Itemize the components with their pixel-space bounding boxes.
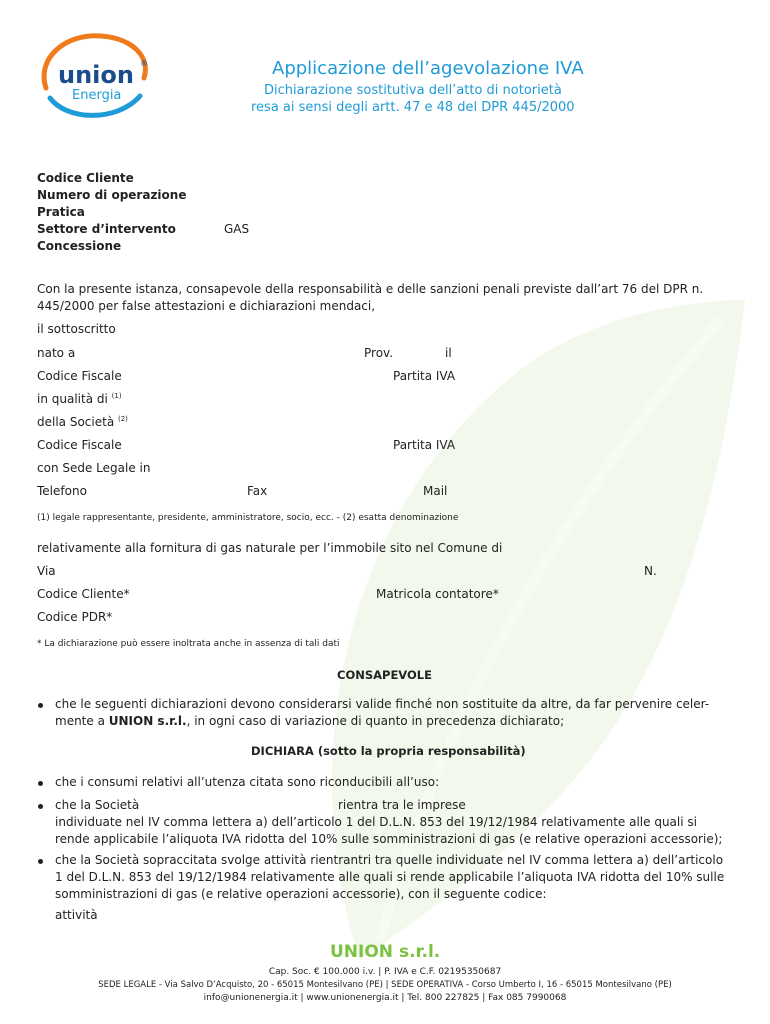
label-numero-civico: N. <box>644 564 657 578</box>
footnote-qualita: (1) legale rappresentante, presidente, amministratore, socio, ecc. - (2) esatta denominazione <box>37 513 459 523</box>
consapevole-post: , in ogni caso di variazione di quanto in precedenza dichiarato; <box>186 714 565 728</box>
label-codice-cliente-supply: Codice Cliente* <box>37 587 130 601</box>
footer-line-3: info@unionenergia.it | www.unionenergia.it | Tel. 800 227825 | Fax 085 7990068 <box>203 993 567 1003</box>
footer-line-2: SEDE LEGALE - Via Salvo D’Acquisto, 20 - 65015 Montesilvano (PE) | SEDE OPERATIVA - Corso Umberto I, 16 - 65015 Montesilvano (PE) <box>98 980 672 990</box>
label-nato-a: nato a <box>37 346 76 360</box>
label-mail: Mail <box>423 484 448 498</box>
consapevole-company: UNION s.r.l. <box>108 714 187 728</box>
supply-intro: relativamente alla fornitura di gas naturale per l’immobile sito nel Comune di <box>37 541 503 555</box>
dichiara-bullet-1: che i consumi relativi all’utenza citata sono riconducibili all’uso: <box>55 775 440 789</box>
societa-text: della Società <box>37 415 115 429</box>
label-settore: Settore d’intervento <box>37 222 176 236</box>
dichiara-bullet-2-line2: individuate nel IV comma lettera a) dell’articolo 1 del D.L.N. 853 del 19/12/1984 relativamente alle quali si <box>55 815 697 829</box>
heading-dichiara: DICHIARA (sotto la propria responsabilità) <box>251 744 526 758</box>
heading-consapevole: CONSAPEVOLE <box>337 668 432 682</box>
dichiara-bullet-3-line1: che la Società sopraccitata svolge attività rientrantri tra quelle individuate nel IV comma lettera a) dell’articolo <box>55 853 724 867</box>
label-codice-cliente: Codice Cliente <box>37 171 134 185</box>
bullet-dot <box>38 804 43 809</box>
logo-word-union: union <box>58 61 134 89</box>
dichiara-bullet-3-line3: somministrazioni di gas (e relative operazioni accessorie), con il seguente codice: <box>55 887 547 901</box>
dichiara-bullet-2-part2: rientra tra le imprese <box>338 798 466 812</box>
label-fax: Fax <box>247 484 268 498</box>
label-pratica: Pratica <box>37 205 85 219</box>
label-telefono: Telefono <box>37 484 87 498</box>
logo-word-energia: Energia <box>72 88 122 103</box>
consapevole-line-2 <box>55 714 564 728</box>
label-codice-pdr: Codice PDR* <box>37 610 113 624</box>
label-attivita: attività <box>55 908 98 922</box>
page-title: Applicazione dell’agevolazione IVA <box>272 58 584 79</box>
societa-note: (2) <box>118 415 128 423</box>
settore-value: GAS <box>224 222 250 236</box>
label-sottoscritto: il sottoscritto <box>37 322 116 336</box>
label-partita-iva-2: Partita IVA <box>393 438 456 452</box>
dichiara-bullet-2-part1: che la Società <box>55 798 140 812</box>
label-societa <box>37 415 128 429</box>
union-energia-logo <box>36 28 156 120</box>
label-via: Via <box>37 564 56 578</box>
label-il: il <box>445 346 452 360</box>
label-partita-iva: Partita IVA <box>393 369 456 383</box>
dichiara-bullet-3-line2: 1 del D.L.N. 853 del 19/12/1984 relativamente alle quali si rende applicabile l’aliquota IVA ridotta del 10% sulle <box>55 870 725 884</box>
label-codice-fiscale-2: Codice Fiscale <box>37 438 122 452</box>
intro-line-1: Con la presente istanza, consapevole della responsabilità e delle sanzioni penali previste dall’art 76 del DPR n. <box>37 282 704 296</box>
qualita-text: in qualità di <box>37 392 108 406</box>
label-matricola-contatore: Matricola contatore* <box>376 587 499 601</box>
bullet-dot <box>38 703 43 708</box>
label-codice-fiscale: Codice Fiscale <box>37 369 122 383</box>
supply-note: * La dichiarazione può essere inoltrata anche in assenza di tali dati <box>37 639 340 649</box>
qualita-note: (1) <box>111 392 122 400</box>
label-sede-legale: con Sede Legale in <box>37 461 151 475</box>
consapevole-pre: mente a <box>55 714 109 728</box>
label-qualita <box>37 392 122 406</box>
intro-line-2: 445/2000 per false attestazioni e dichiarazioni mendaci, <box>37 299 376 313</box>
logo-registered-mark: ® <box>140 59 148 68</box>
bullet-dot <box>38 781 43 786</box>
footer-company: UNION s.r.l. <box>330 942 441 962</box>
label-prov: Prov. <box>364 346 394 360</box>
page-subtitle-2: resa ai sensi degli artt. 47 e 48 del DPR 445/2000 <box>251 100 575 115</box>
footer-line-1: Cap. Soc. € 100.000 i.v. | P. IVA e C.F. 02195350687 <box>268 967 502 977</box>
page-subtitle-1: Dichiarazione sostitutiva dell’atto di notorietà <box>264 83 562 98</box>
bullet-dot <box>38 859 43 864</box>
dichiara-bullet-2-line3: rende applicabile l’aliquota IVA ridotta del 10% sulle somministrazioni di gas (e relative operazioni accessorie); <box>55 832 723 846</box>
label-concessione: Concessione <box>37 239 122 253</box>
consapevole-line-1: che le seguenti dichiarazioni devono considerarsi valide finché non sostituite da altre, da far pervenire celer- <box>55 697 710 711</box>
label-numero-operazione: Numero di operazione <box>37 188 187 202</box>
